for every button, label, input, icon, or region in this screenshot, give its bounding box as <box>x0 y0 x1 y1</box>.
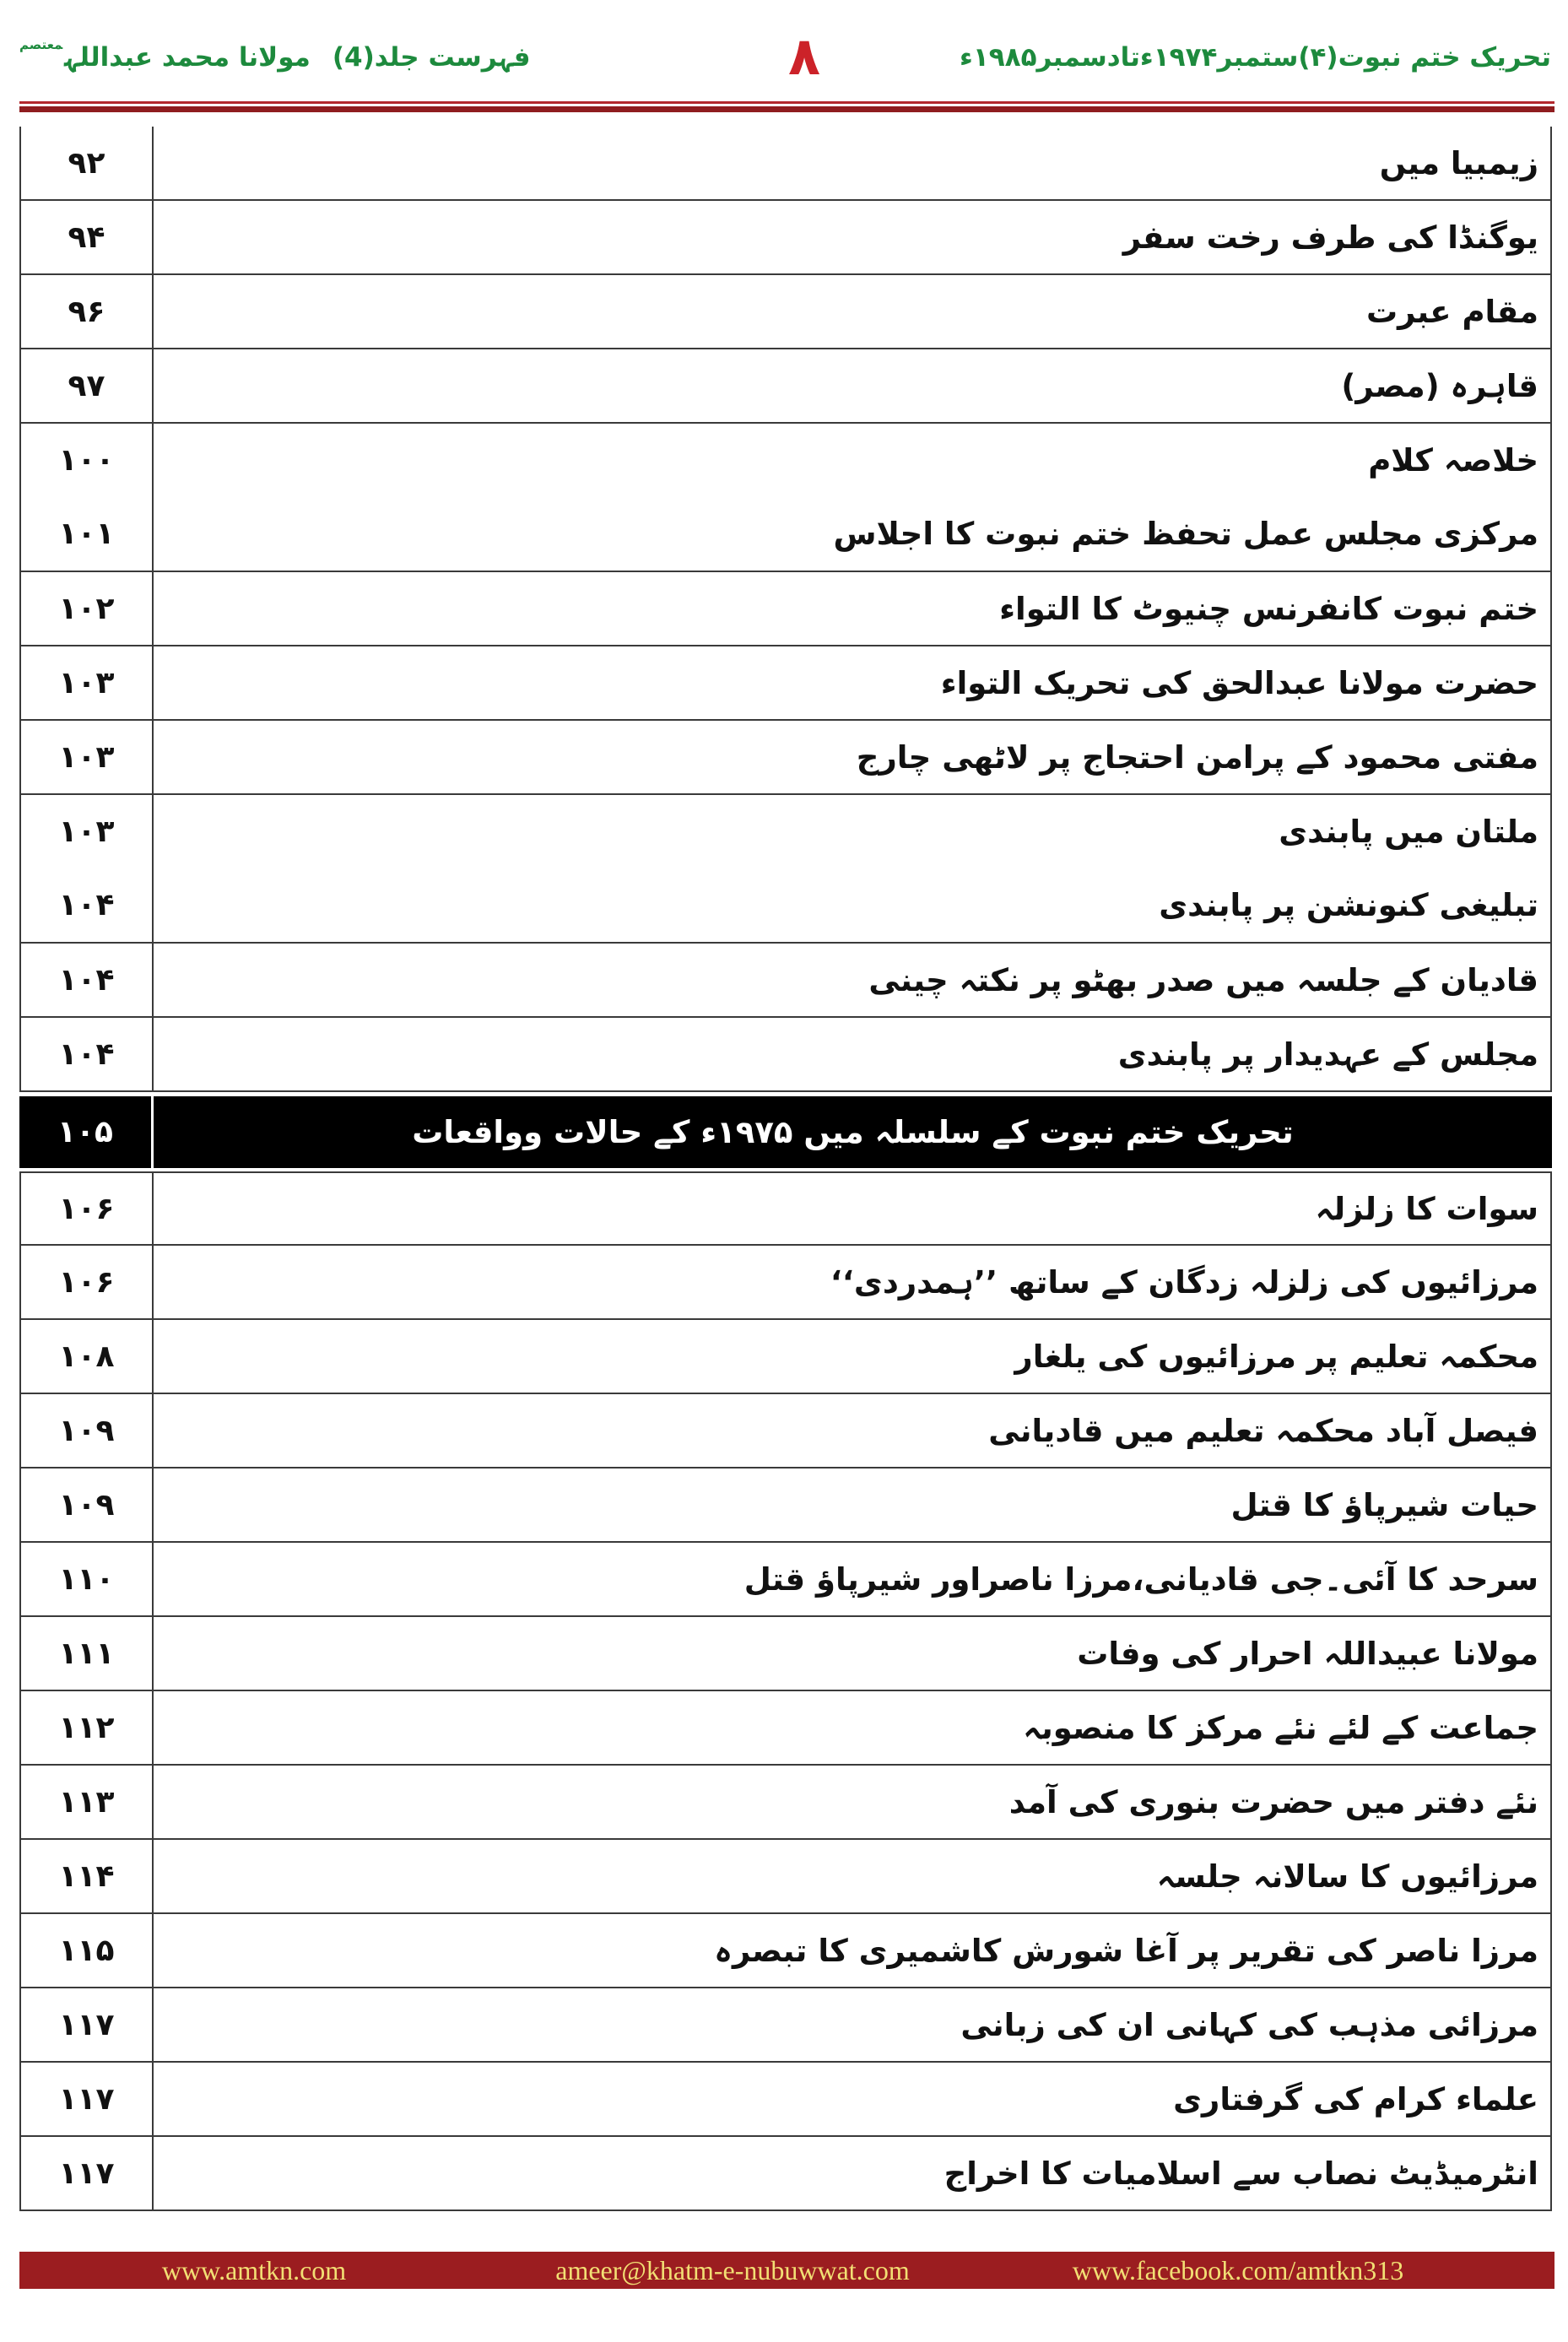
entry-page-number: ۹۷ <box>68 368 105 403</box>
facebook-text: www.facebook.com/amtkn313 <box>1072 2255 1404 2285</box>
entry-title-cell <box>154 572 1552 645</box>
entry-page-number: ۱۰۹ <box>58 1487 115 1523</box>
header-rule-thick <box>19 106 1554 112</box>
entry-title: مرزائیوں کی زلزلہ زدگان کے ساتھ ’’ہمدردی‘‘ <box>830 1263 1538 1301</box>
entry-title: مرزائیوں کا سالانہ جلسہ <box>1156 1858 1538 1895</box>
page-number-cell <box>19 721 154 793</box>
toc-row <box>19 349 1552 424</box>
entry-page-number: ۱۰۳ <box>58 665 115 700</box>
entry-title-cell <box>154 721 1552 793</box>
entry-title: زیمبیا میں <box>1379 144 1538 181</box>
page-number-cell <box>19 1988 154 2061</box>
page-number-cell <box>19 1468 154 1541</box>
toc-row <box>19 944 1552 1018</box>
entry-page-number: ۱۰۴ <box>58 888 115 922</box>
entry-title-cell <box>154 1914 1552 1987</box>
footer-band <box>19 2252 1554 2289</box>
toc-row <box>19 1394 1552 1468</box>
entry-title-cell <box>154 2063 1552 2135</box>
entry-title: سوات کا زلزلہ <box>1315 1190 1538 1227</box>
page-number-cell <box>19 1320 154 1393</box>
page-number-cell <box>19 1173 154 1244</box>
entry-title: ملتان میں پابندی <box>1279 814 1538 850</box>
toc-row <box>19 1914 1552 1988</box>
entry-title: فیصل آباد محکمہ تعلیم میں قادیانی <box>988 1412 1538 1449</box>
toc-row <box>19 572 1552 646</box>
entry-title: جماعت کے لئے نئے مرکز کا منصوبہ <box>1023 1709 1538 1746</box>
entry-title: انٹرمیڈیٹ نصاب سے اسلامیات کا اخراج <box>944 2155 1538 2192</box>
entry-page-number: ۱۰۸ <box>58 1339 115 1374</box>
page-number: ۸ <box>788 25 820 87</box>
entry-title: حیات شیرپاؤ کا قتل <box>1230 1486 1538 1523</box>
toc-row <box>19 2063 1552 2137</box>
entry-title-cell <box>154 1096 1552 1168</box>
entry-title-cell <box>154 1320 1552 1393</box>
page-number-cell <box>19 1096 154 1168</box>
page-number-cell <box>19 1914 154 1987</box>
author-epithet: معتصم <box>19 37 63 52</box>
toc-row <box>19 127 1552 201</box>
entry-title-cell <box>154 1617 1552 1690</box>
entry-title-cell <box>154 1018 1552 1090</box>
entry-page-number: ۱۱۴ <box>58 1858 115 1894</box>
entry-page-number: ۱۰۶ <box>58 1191 115 1226</box>
toc-row <box>19 1691 1552 1766</box>
toc-row <box>19 1246 1552 1320</box>
entry-page-number: ۱۱۷ <box>58 2007 115 2042</box>
entry-title-cell <box>154 1766 1552 1838</box>
toc-row <box>19 721 1552 795</box>
entry-title: یوگنڈا کی طرف رخت سفر <box>1122 219 1538 256</box>
entry-title: مرکزی مجلس عمل تحفظ ختم نبوت کا اجلاس <box>833 516 1538 552</box>
section-heading-title: تحریک ختم نبوت کے سلسلہ میں ۱۹۷۵ء کے حالات وواقعات <box>412 1114 1294 1150</box>
entry-title: محکمہ تعلیم پر مرزائیوں کی یلغار <box>1014 1338 1538 1375</box>
toc-row <box>19 1617 1552 1691</box>
entry-title-cell <box>154 275 1552 348</box>
entry-title: مرزائی مذہب کی کہانی ان کی زبانی <box>960 2006 1538 2043</box>
entry-page-number: ۱۰۳ <box>58 814 115 849</box>
entry-title-cell <box>154 795 1552 942</box>
entry-title-cell <box>154 1173 1552 1244</box>
page-number-cell <box>19 201 154 273</box>
toc-row <box>19 795 1552 944</box>
table-of-contents <box>19 127 1552 2211</box>
author-name: مولانا محمد عبداللہ <box>64 42 311 73</box>
entry-title-cell <box>154 1840 1552 1912</box>
toc-row <box>19 1988 1552 2063</box>
entry-title: قاہرہ (مصر) <box>1341 367 1538 404</box>
page-number-cell <box>19 1766 154 1838</box>
entry-page-number: ۱۰۲ <box>58 591 115 626</box>
page-number-cell <box>19 572 154 645</box>
page-number-cell <box>19 646 154 719</box>
page-header <box>19 25 1551 88</box>
entry-page-number: ۱۰۱ <box>58 517 115 551</box>
entry-title-cell <box>154 1691 1552 1764</box>
page-number-cell <box>19 795 154 942</box>
toc-section-heading <box>19 1096 1552 1168</box>
entry-page-number: ۱۱۱ <box>58 1636 115 1671</box>
toc-row <box>19 1840 1552 1914</box>
entry-page-number: ۱۱۷ <box>58 2081 115 2117</box>
entry-title: مفتی محمود کے پرامن احتجاج پر لاٹھی چارج <box>856 738 1538 776</box>
entry-title: ختم نبوت کانفرنس چنیوٹ کا التواء <box>999 590 1538 627</box>
page-number-cell <box>19 424 154 571</box>
page-number-cell <box>19 2063 154 2135</box>
entry-title-cell <box>154 1468 1552 1541</box>
page-number-cell <box>19 275 154 348</box>
toc-row <box>19 424 1552 572</box>
page-number-cell <box>19 1246 154 1318</box>
toc-row <box>19 2137 1552 2211</box>
toc-row <box>19 1171 1552 1246</box>
toc-row <box>19 201 1552 275</box>
website-text: www.amtkn.com <box>161 2255 347 2285</box>
page-number-cell <box>19 1543 154 1615</box>
entry-title-cell <box>154 1394 1552 1467</box>
entry-page-number: ۱۱۰ <box>58 1561 115 1597</box>
volume-author-label <box>19 37 531 73</box>
toc-row <box>19 1766 1552 1840</box>
entry-page-number: ۱۰۳ <box>58 739 115 775</box>
entry-title-cell <box>154 1543 1552 1615</box>
entry-title: قادیان کے جلسہ میں صدر بھٹو پر نکتہ چینی <box>868 961 1538 998</box>
entry-title-cell <box>154 944 1552 1016</box>
page-number-cell <box>19 1691 154 1764</box>
page-number-cell <box>19 1617 154 1690</box>
toc-row <box>19 1320 1552 1394</box>
toc-row <box>19 1543 1552 1617</box>
page-number-cell <box>19 2137 154 2209</box>
entry-page-number: ۹۶ <box>68 294 105 329</box>
entry-page-number: ۱۰۶ <box>58 1264 115 1300</box>
entry-title: سرحد کا آئی۔جی قادیانی،مرزا ناصراور شیرپاؤ قتل <box>743 1560 1538 1598</box>
page-number-cell <box>19 1840 154 1912</box>
entry-title-cell <box>154 201 1552 273</box>
toc-row <box>19 646 1552 721</box>
page-number-cell <box>19 1394 154 1467</box>
email-text: ameer@khatm-e-nubuwwat.com <box>555 2255 910 2285</box>
entry-title: علماء کرام کی گرفتاری <box>1173 2080 1538 2118</box>
entry-page-number: ۱۰۹ <box>58 1413 115 1448</box>
page-number-cell <box>19 944 154 1016</box>
entry-page-number: ۱۱۷ <box>58 2155 115 2191</box>
page-number-cell <box>19 349 154 422</box>
entry-title-cell <box>154 1988 1552 2061</box>
toc-row <box>19 1468 1552 1543</box>
entry-title-cell <box>154 349 1552 422</box>
entry-title-cell <box>154 127 1552 199</box>
entry-title: مرزا ناصر کی تقریر پر آغا شورش کاشمیری کا تبصرہ <box>714 1932 1538 1969</box>
entry-page-number: ۱۰۰ <box>58 443 115 478</box>
section-page-number: ۱۰۵ <box>57 1115 113 1149</box>
entry-title: حضرت مولانا عبدالحق کی تحریک التواء <box>940 664 1538 701</box>
toc-row <box>19 275 1552 349</box>
entry-title: نئے دفتر میں حضرت بنوری کی آمد <box>1008 1783 1538 1820</box>
index-volume-label: فہرست جلد(4) <box>332 42 531 73</box>
entry-page-number: ۱۰۴ <box>58 1036 115 1072</box>
page-number-cell <box>19 127 154 199</box>
book-title: تحریک ختم نبوت(۴)ستمبر۱۹۷۴ءتادسمبر۱۹۸۵ء <box>959 42 1551 73</box>
header-rule-thin <box>19 101 1554 104</box>
page-number-cell <box>19 1018 154 1090</box>
entry-page-number: ۱۰۴ <box>58 962 115 998</box>
entry-page-number: ۹۴ <box>68 219 105 255</box>
entry-title: مولانا عبیداللہ احرار کی وفات <box>1077 1635 1538 1672</box>
toc-row <box>19 1018 1552 1092</box>
entry-title-cell <box>154 1246 1552 1318</box>
entry-title: مقام عبرت <box>1365 293 1538 330</box>
entry-page-number: ۱۱۲ <box>58 1710 115 1745</box>
entry-page-number: ۱۱۵ <box>58 1933 115 1968</box>
entry-title: تبلیغی کنونشن پر پابندی <box>1159 887 1538 923</box>
entry-title-cell <box>154 646 1552 719</box>
entry-page-number: ۹۲ <box>68 145 105 181</box>
entry-title: خلاصہ کلام <box>1368 442 1538 479</box>
entry-page-number: ۱۱۳ <box>58 1784 115 1820</box>
entry-title-cell <box>154 424 1552 571</box>
entry-title: مجلس کے عہدیدار پر پابندی <box>1117 1036 1538 1073</box>
entry-title-cell <box>154 2137 1552 2209</box>
